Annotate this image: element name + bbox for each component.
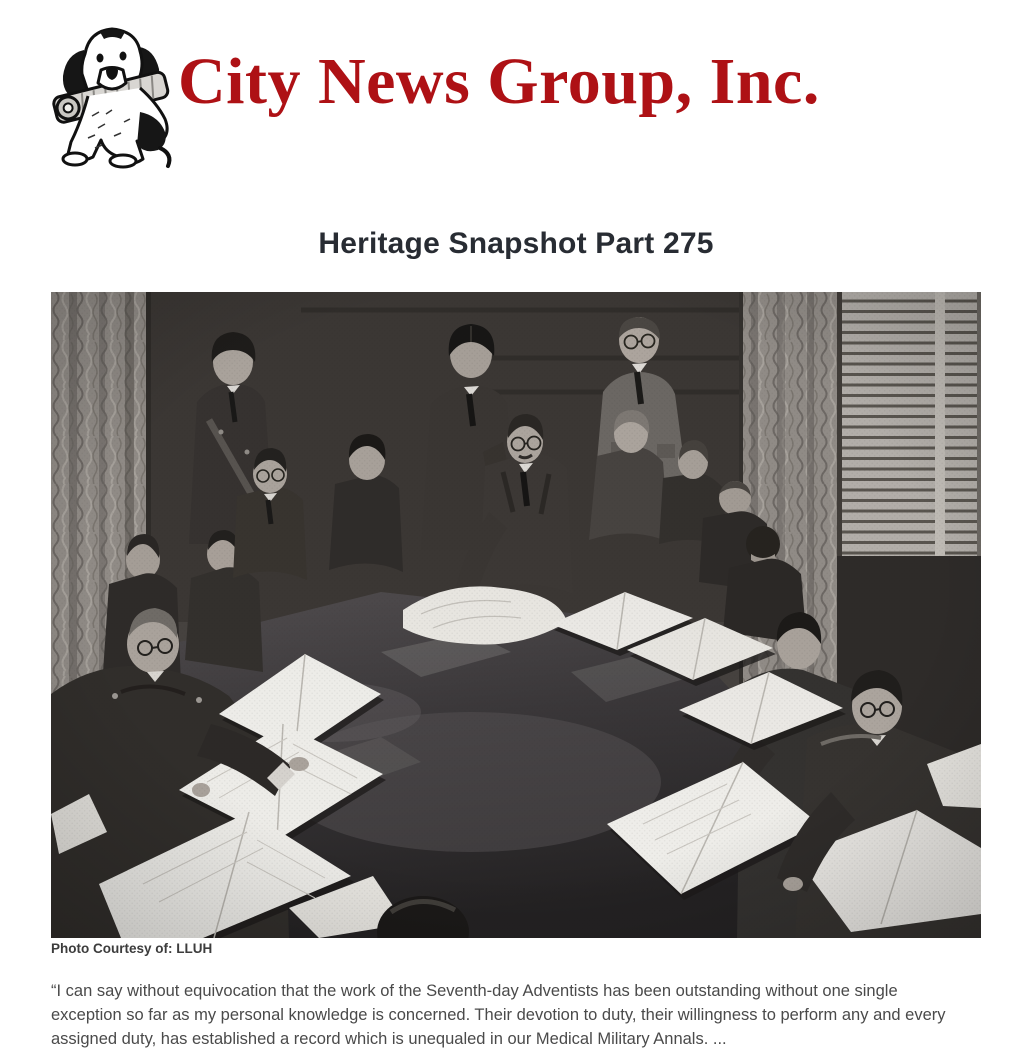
dog-with-newspaper-icon: [48, 20, 176, 172]
brand-title: City News Group, Inc.: [178, 45, 820, 118]
heritage-photo: [51, 292, 981, 938]
photo-caption: Photo Courtesy of: LLUH: [51, 941, 213, 956]
heritage-photo-illustration: [51, 292, 981, 938]
article-title: Heritage Snapshot Part 275: [318, 227, 714, 261]
article-body: “I can say without equivocation that the work of the Seventh-day Adventists has been outstanding without one single exception so far as my personal knowledge is concerned. Their devotion to duty, their willingness to perform any and every assigned duty, has established a record which is unequaled in our Medical Military Annals. ...: [51, 981, 946, 1049]
